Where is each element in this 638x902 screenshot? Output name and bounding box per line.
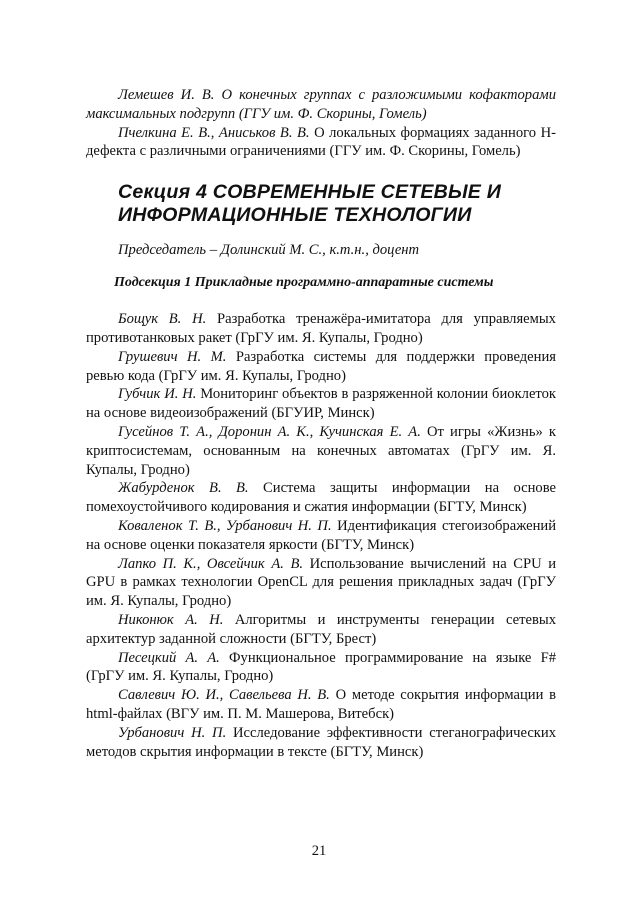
page-content — [86, 86, 556, 761]
entry-authors: Песецкий А. А. — [118, 649, 220, 666]
entry-title: О методе сокрытия информации в html-файлах (ВГУ им. П. М. Машерова, Витебск) — [86, 687, 557, 722]
subsection-title: Подсекция 1 Прикладные программно-аппаратные системы — [114, 275, 494, 291]
entry-authors: Никонюк А. Н. — [118, 611, 224, 628]
entry-title: Использование вычислений на CPU и GPU в рамках технологии OpenCL для решения прикладных задач (ГрГУ им. Я. Купалы, Гродно) — [86, 555, 557, 610]
entry-authors: Урбанович Н. П. — [118, 724, 227, 741]
entry-authors: Губчик И. Н. — [118, 386, 197, 403]
section-title — [118, 181, 556, 227]
page-number: 21 — [311, 843, 327, 859]
abstract-entry — [86, 649, 556, 687]
entry-title: Алгоритмы и инструменты генерации сетевых архитектур заданной сложности (БГТУ, Брест) — [86, 611, 557, 647]
abstract-entry — [86, 611, 556, 649]
abstract-entry — [86, 86, 556, 124]
entry-authors: Гусейнов Т. А., Доронин А. К., Кучинская Е. А. — [118, 423, 421, 440]
entry-title: Идентификация стегоизображений на основе оценки показателя яркости (БГТУ, Минск) — [86, 517, 556, 553]
entry-authors: Пчелкина Е. В., Аниськов В. В. — [118, 124, 310, 141]
abstract-entry — [86, 555, 556, 611]
entry-title: О локальных формациях заданного Н-дефекта с различными ограничениями (ГГУ им. Ф. Скорины, Гомель) — [86, 124, 556, 160]
entry-authors: Коваленок Т. В., Урбанович Н. П. — [118, 517, 332, 534]
entry-title: Исследование эффективности стеганографических методов скрытия информации в тексте (БГТУ, Минск) — [86, 724, 556, 760]
abstract-entry — [86, 423, 556, 479]
entry-authors: Лапко П. К., Овсейчик А. В. — [118, 555, 304, 572]
entry-authors: Жабурденок В. В. — [118, 480, 249, 497]
entry-list — [86, 310, 556, 761]
abstract-entry — [86, 724, 556, 762]
abstract-entry — [86, 385, 556, 423]
entry-title: О конечных группах с разложимыми кофакторами максимальных подгрупп (ГГУ им. Ф. Скорины, Гомель) — [86, 87, 556, 122]
entry-authors: Лемешев И. В. — [118, 87, 215, 103]
entry-authors: Савлевич Ю. И., Савельева Н. В. — [118, 687, 330, 704]
entry-title: Разработка системы для поддержки проведения ревью кода (ГрГУ им. Я. Купалы, Гродно) — [86, 348, 556, 384]
abstract-entry — [86, 124, 556, 162]
entry-title: Разработка тренажёра-имитатора для управляемых противотанковых ракет (ГрГУ им. Я. Купалы, Гродно) — [86, 311, 556, 346]
abstract-entry — [86, 348, 556, 386]
entry-title: Система защиты информации на основе помехоустойчивого кодирования и сжатия информации (БГТУ, Минск) — [86, 480, 556, 516]
entry-title: Мониторинг объектов в разряженной колонии биоклеток на основе видеоизображений (БГУИР, Минск) — [86, 386, 556, 422]
abstract-entry — [86, 686, 556, 724]
entry-title: Функциональное программирование на языке F# (ГрГУ им. Я. Купалы, Гродно) — [86, 649, 556, 685]
section-title-line: ИНФОРМАЦИОННЫЕ ТЕХНОЛОГИИ — [118, 204, 472, 227]
entry-authors: Грушевич Н. М. — [118, 348, 227, 365]
section-title-line: Секция 4 СОВРЕМЕННЫЕ СЕТЕВЫЕ И — [118, 181, 502, 204]
entry-authors: Бощук В. Н. — [118, 311, 207, 328]
abstract-entry — [86, 517, 556, 555]
entry-title: От игры «Жизнь» к криптосистемам, основанным на конечных автоматах (ГрГУ им. Я. Купалы, Гродно) — [86, 423, 556, 478]
abstract-entry — [86, 310, 556, 348]
abstract-entry — [86, 479, 556, 517]
section-chair: Председатель – Долинский М. С., к.т.н., доцент — [118, 242, 420, 259]
